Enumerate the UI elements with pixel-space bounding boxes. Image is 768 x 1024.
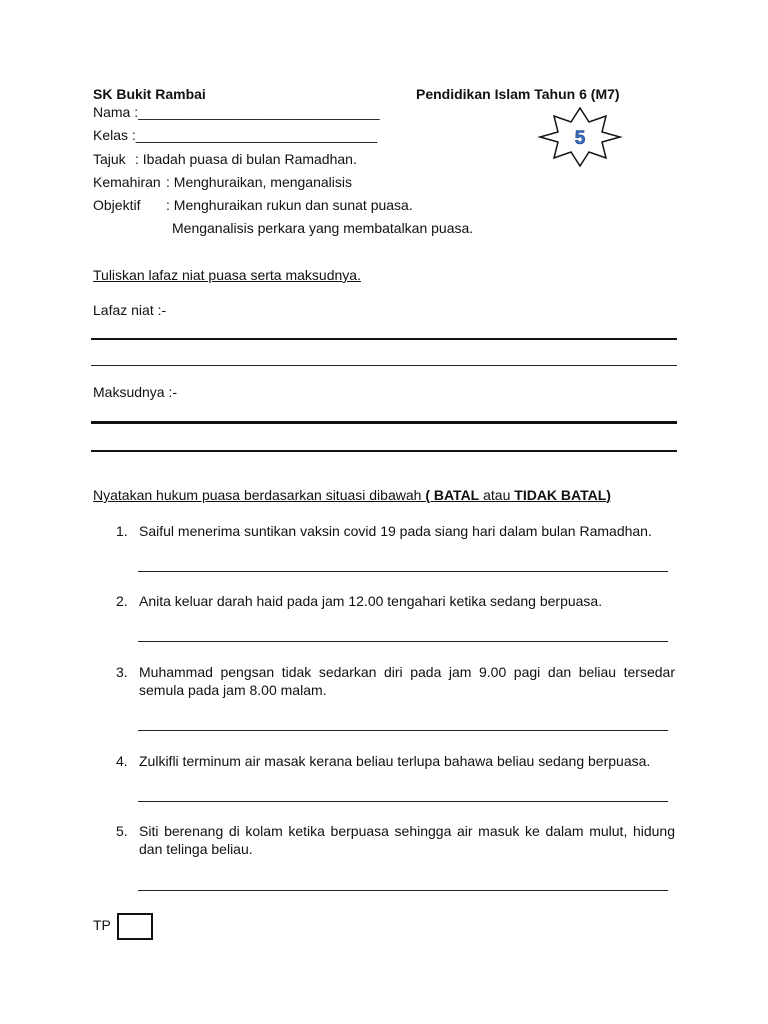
kelas-field[interactable]: Kelas :_______________________________ (93, 127, 378, 143)
lafaz-line-1[interactable] (91, 338, 677, 340)
question-3-text: Muhammad pengsan tidak sedarkan diri pada jam 9.00 pagi dan beliau tersedar semula pada jam 8.00 malam. (139, 664, 675, 698)
kemahiran-value: : Menghuraikan, menganalisis (166, 174, 352, 190)
tp-label: TP (93, 917, 111, 933)
question-2-number: 2. (116, 593, 128, 609)
nama-field[interactable]: Nama :_______________________________ (93, 104, 380, 120)
question-4-text: Zulkifli terminum air masak kerana beliau terlupa bahawa beliau sedang berpuasa. (139, 753, 651, 769)
tidak-batal-label: TIDAK BATAL (514, 487, 607, 503)
question-1-answer-line[interactable] (138, 571, 668, 572)
question-5-number: 5. (116, 823, 128, 839)
subject-title: Pendidikan Islam Tahun 6 (M7) (416, 86, 620, 102)
star-icon (536, 106, 624, 168)
section1-instruction: Tuliskan lafaz niat puasa serta maksudnya. (93, 267, 361, 283)
question-2-text: Anita keluar darah haid pada jam 12.00 tengahari ketika sedang berpuasa. (139, 593, 603, 609)
score-badge (536, 106, 624, 168)
question-3-answer-line[interactable] (138, 730, 668, 731)
batal-label: BATAL (433, 487, 480, 503)
atau-label: atau (479, 487, 515, 503)
tp-score-box[interactable] (117, 913, 153, 940)
question-5-text: Siti berenang di kolam ketika berpuasa sehingga air masuk ke dalam mulut, hidung dan telinga beliau. (139, 823, 675, 857)
paren-open: ( (425, 487, 434, 503)
badge-number: 5 (574, 128, 586, 149)
tajuk-label: Tajuk (93, 151, 126, 167)
question-2-answer-line[interactable] (138, 641, 668, 642)
school-name: SK Bukit Rambai (93, 86, 206, 102)
lafaz-label: Lafaz niat :- (93, 302, 167, 318)
paren-close: ) (606, 487, 611, 503)
question-1-text: Saiful menerima suntikan vaksin covid 19 pada siang hari dalam bulan Ramadhan. (139, 523, 652, 539)
objektif-value-2: Menganalisis perkara yang membatalkan puasa. (172, 220, 474, 236)
maksud-line-1[interactable] (91, 421, 677, 424)
question-4-number: 4. (116, 753, 128, 769)
maksud-label: Maksudnya :- (93, 384, 178, 400)
objektif-label: Objektif (93, 197, 141, 213)
section2-prefix: Nyatakan hukum puasa berdasarkan situasi dibawah (93, 487, 426, 503)
question-3-number: 3. (116, 664, 128, 680)
kemahiran-label: Kemahiran (93, 174, 161, 190)
question-5-answer-line[interactable] (138, 890, 668, 891)
section2-instruction (93, 487, 611, 503)
question-4-answer-line[interactable] (138, 801, 668, 802)
question-1-number: 1. (116, 523, 128, 539)
maksud-line-2[interactable] (91, 450, 677, 452)
tajuk-value: : Ibadah puasa di bulan Ramadhan. (135, 151, 357, 167)
lafaz-line-2[interactable] (91, 365, 677, 366)
objektif-value-1: : Menghuraikan rukun dan sunat puasa. (166, 197, 413, 213)
